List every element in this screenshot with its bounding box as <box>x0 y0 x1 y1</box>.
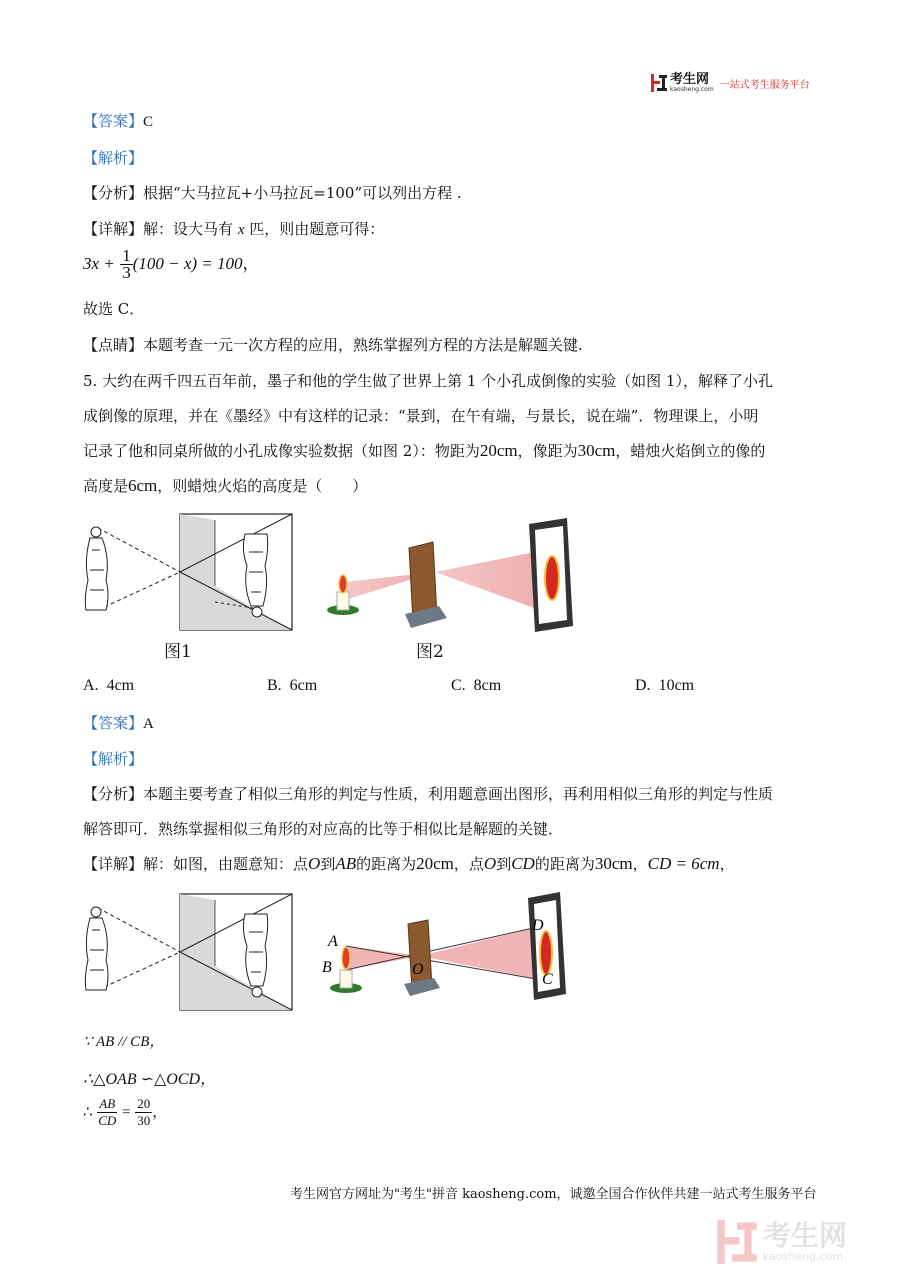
eq-num: 1 <box>122 246 131 265</box>
solution-step-3 <box>83 1096 167 1129</box>
xj-v2: 30cm <box>594 854 633 873</box>
fig4-beam-right <box>420 926 542 980</box>
fig2-flame-icon <box>339 575 347 593</box>
answer-tag: 【答案】 <box>83 112 144 130</box>
option-a-letter: A. <box>83 677 99 694</box>
fig2-board-stand <box>405 606 447 628</box>
step3-num2: 20 <box>137 1096 151 1111</box>
fig2-candle <box>337 592 349 610</box>
option-a-value: 4cm <box>106 677 135 694</box>
fig4-label-O: O <box>412 961 424 978</box>
q4-xiangjie-line <box>83 218 384 239</box>
page-footer: 考生网官方网址为"考生"拼音 kaosheng.com，诚邀全国合作伙伴共建一站式考生服务平台 <box>290 1187 817 1202</box>
xiangjie-tag: 【详解】 <box>83 220 144 238</box>
fig1-label: 图1 <box>164 642 192 662</box>
stem-line3a: 记录了他和同桌所做的小孔成像实验数据（如图 2）：物距为 <box>83 442 480 460</box>
option-b-value: 6cm <box>289 677 318 694</box>
xj-eq: CD = 6cm <box>647 854 720 873</box>
q5-jiexi-tag: 【解析】 <box>83 750 144 768</box>
fig3-dash-1 <box>98 908 180 952</box>
logo-url: kaosheng.com <box>670 85 714 93</box>
q5-fenxi-tag: 【分析】 <box>83 785 144 803</box>
eq-rest: (100 − x) = 100 <box>132 254 243 273</box>
fig4-board-stand <box>404 978 440 996</box>
logo-name: 考生网 <box>670 71 710 87</box>
q5-fenxi-line1 <box>83 783 773 804</box>
option-b-letter: B. <box>267 677 282 694</box>
stem-line4a: 高度是 <box>83 477 129 495</box>
header-logo <box>651 73 810 93</box>
option-d-value: 10cm <box>658 677 695 694</box>
fig1-person-icon <box>85 527 108 610</box>
fig2-label: 图2 <box>416 642 444 662</box>
fig1-dash-1 <box>98 528 180 572</box>
stem-line4b: ，则蜡烛火焰的高度是（ ） <box>157 477 368 495</box>
option-a[interactable] <box>83 677 134 695</box>
q5-stem-line1: 5. 大约在两千四五百年前，墨子和他的学生做了世界上第 1 个小孔成倒像的实验（如图 1），解释了小孔 <box>83 372 773 390</box>
solution-step-1: ∵ AB // CB， <box>83 1034 165 1050</box>
answer-value: C <box>143 114 154 130</box>
fig1-dash-2 <box>98 572 180 610</box>
fig2-beam-right <box>435 550 545 612</box>
fig3-dash-2 <box>98 952 180 990</box>
option-b[interactable] <box>267 677 317 695</box>
eq-den: 3 <box>122 263 131 282</box>
stem-v1: 20cm <box>479 441 518 460</box>
step3-suffix: ， <box>152 1102 168 1121</box>
fenxi-text: 根据“大马拉瓦+小马拉瓦=100”可以列出方程 . <box>143 184 462 202</box>
xj-h: ， <box>719 855 735 873</box>
fig2-inverted-flame <box>545 556 559 600</box>
option-c[interactable] <box>451 677 501 695</box>
q4-dianjing-line <box>83 334 583 355</box>
xj-CD: CD <box>511 854 535 873</box>
dianjing-tag: 【点睛】 <box>83 336 144 354</box>
xj-f: 的距离为 <box>534 855 595 873</box>
dianjing-text: 本题考查一元一次方程的应用，熟练掌握列方程的方法是解题关键. <box>143 336 583 354</box>
stem-v3: 6cm <box>128 476 158 495</box>
header-slogan: 一站式考生服务平台 <box>719 79 810 91</box>
eq-fraction <box>120 248 133 281</box>
fig4-label-C: C <box>542 971 553 988</box>
option-c-letter: C. <box>451 677 466 694</box>
xj-O2: O <box>483 854 497 873</box>
fenxi-tag: 【分析】 <box>83 184 144 202</box>
xj-b: 到 <box>320 855 336 873</box>
logo-mark-icon <box>651 74 667 92</box>
var-x: x <box>237 222 245 238</box>
option-d-letter: D. <box>635 677 651 694</box>
fig4-label-A: A <box>328 933 338 950</box>
fig4-flame-icon <box>342 947 350 969</box>
xiangjie-text2: 匹，则由题意可得： <box>249 220 385 238</box>
xj-O1: O <box>308 854 321 873</box>
step3-frac-1 <box>97 1096 117 1129</box>
step3-den2: 30 <box>137 1113 151 1128</box>
q4-jiexi-line <box>83 147 143 168</box>
watermark-url: kaosheng.com <box>763 1250 844 1263</box>
q5-xiangjie-tag: 【详解】 <box>83 855 144 873</box>
fig3-person-icon <box>85 907 108 990</box>
q5-stem-line2: 成倒像的原理，并在《墨经》中有这样的记录：“景到，在午有端，与景长，说在端”．物理课上，小明 <box>83 407 759 425</box>
watermark-name: 考生网 <box>763 1219 848 1252</box>
option-c-value: 8cm <box>473 677 502 694</box>
xj-a: 解：如图，由题意知：点 <box>143 855 309 873</box>
fig4-candle <box>340 970 352 988</box>
q5-stem-line3 <box>83 440 765 461</box>
xj-g: ， <box>632 855 648 873</box>
xiangjie-text: 解：设大马有 <box>143 220 234 238</box>
step3-prefix: ∴ <box>83 1102 93 1121</box>
q4-conclusion: 故选 C． <box>83 300 145 318</box>
watermark-logo-icon <box>715 1220 759 1264</box>
q5-answer-line <box>83 712 154 733</box>
figure-3-pinhole <box>78 890 303 1015</box>
q5-xiangjie-line <box>83 853 735 874</box>
xj-e: 到 <box>496 855 512 873</box>
watermark <box>715 1220 847 1264</box>
q5-fenxi-line2: 解答即可．熟练掌握相似三角形的对应高的比等于相似比是解题的关键． <box>83 820 564 838</box>
q5-fenxi-text1: 本题主要考查了相似三角形的判定与性质，利用题意画出图形，再利用相似三角形的判定与性质 <box>143 785 774 803</box>
xj-AB: AB <box>335 854 357 873</box>
stem-line3c: ，蜡烛火焰倒立的像的 <box>615 442 766 460</box>
eq-lhs: 3x + <box>83 254 115 273</box>
figure-1-pinhole <box>78 510 303 635</box>
jiexi-tag: 【解析】 <box>83 149 144 167</box>
q5-jiexi-line <box>83 748 143 769</box>
step3-num: AB <box>99 1096 116 1111</box>
q5-answer-tag: 【答案】 <box>83 714 144 732</box>
step3-eq: = <box>122 1104 131 1121</box>
figure-4-labeled-experiment <box>320 890 580 1005</box>
solution-step-2: ∴△OAB ∽△OCD， <box>83 1071 217 1088</box>
stem-line3b: ，像距为 <box>517 442 578 460</box>
xj-c: 的距离为 <box>356 855 417 873</box>
xj-d: ，点 <box>453 855 484 873</box>
eq-comma: ， <box>242 254 260 274</box>
q4-fenxi-line <box>83 182 462 203</box>
fig4-label-B: B <box>322 959 332 976</box>
stem-v2: 30cm <box>577 441 616 460</box>
option-d[interactable] <box>635 677 694 695</box>
q5-answer-value: A <box>143 716 154 732</box>
step3-frac-2 <box>135 1096 152 1129</box>
figure-2-candle-experiment <box>305 510 583 635</box>
fig4-label-D: D <box>532 917 544 934</box>
q4-answer-line <box>83 110 153 131</box>
q4-equation <box>83 248 260 281</box>
fig4-beam-left <box>346 946 420 970</box>
fig4-inverted-flame <box>540 931 552 975</box>
xj-v1: 20cm <box>416 854 454 873</box>
step3-den: CD <box>98 1113 117 1128</box>
q5-stem-line4 <box>83 475 367 496</box>
